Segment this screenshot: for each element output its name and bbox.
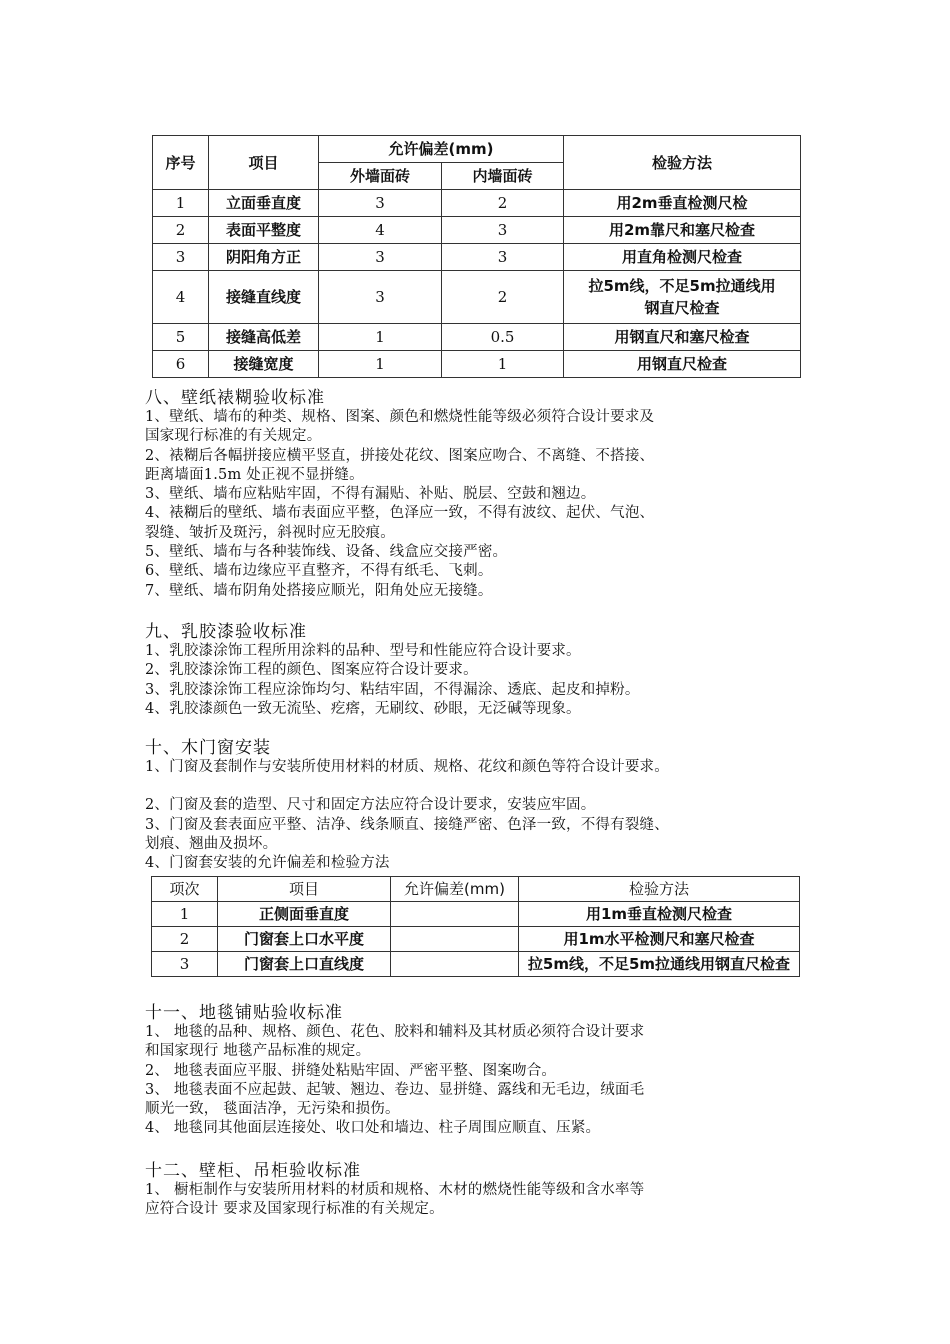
header-tolerance: 允许偏差(mm) (319, 136, 564, 163)
paragraph-line: 1、 地毯的品种、规格、颜色、花色、胶料和辅料及其材质必须符合设计要求 (145, 1024, 645, 1040)
paragraph-line: 1、乳胶漆涂饰工程所用涂料的品种、型号和性能应符合设计要求。 (145, 643, 581, 659)
header-item: 项目 (209, 136, 319, 190)
cell-item: 表面平整度 (209, 217, 319, 244)
table-row (153, 271, 801, 324)
paragraph-line: 1、 橱柜制作与安装所用材料的材质和规格、木材的燃烧性能等级和含水率等 (145, 1182, 645, 1198)
table-row (153, 190, 801, 217)
cell-item: 立面垂直度 (209, 190, 319, 217)
paragraph-line: 4、 地毯同其他面层连接处、收口处和墙边、柱子周围应顺直、压紧。 (145, 1120, 601, 1137)
section-wallpaper (145, 388, 825, 601)
table-row (153, 324, 801, 351)
paragraph-line: 3、乳胶漆涂饰工程应涂饰均匀、粘结牢固，不得漏涂、透底、起皮和掉粉。 (145, 681, 640, 698)
cell-outer: 3 (319, 271, 442, 324)
cell-method: 用1m垂直检测尺检查 (519, 902, 800, 927)
paragraph-line: 3、 地毯表面不应起鼓、起皱、翘边、卷边、显拼缝、露线和无毛边，绒面毛 (145, 1081, 645, 1098)
section-title: 八、壁纸裱糊验收标准 (145, 388, 325, 408)
paragraph-line: 7、壁纸、墙布阴角处搭接应顺光，阳角处应无接缝。 (145, 582, 493, 599)
table-row (152, 952, 800, 977)
paragraph-line: 顺光一致， 毯面洁净，无污染和损伤。 (145, 1101, 400, 1118)
header-method: 检验方法 (564, 136, 801, 190)
table-row (152, 902, 800, 927)
cell-item: 门窗套上口水平度 (218, 927, 391, 952)
table-row (153, 351, 801, 378)
cell-item: 接缝高低差 (209, 324, 319, 351)
section-wood-doors (145, 738, 825, 873)
cell-item: 接缝宽度 (209, 351, 319, 378)
paragraph-line: 3、门窗及套表面应平整、洁净、线条顺直、接缝严密、色泽一致，不得有裂缝、 (145, 816, 669, 833)
cell-no: 1 (152, 902, 218, 927)
cell-no: 1 (153, 190, 209, 217)
cell-tolerance (391, 927, 519, 952)
cell-method: 用钢直尺和塞尺检查 (564, 324, 801, 351)
cell-no: 5 (153, 324, 209, 351)
paragraph-line: 1、门窗及套制作与安装所使用材料的材质、规格、花纹和颜色等符合设计要求。 (145, 759, 669, 775)
cell-outer: 4 (319, 217, 442, 244)
tile-tolerance-table (152, 135, 801, 378)
cell-no: 3 (152, 952, 218, 977)
paragraph-line: 3、壁纸、墙布应粘贴牢固，不得有漏贴、补贴、脱层、空鼓和翘边。 (145, 486, 596, 503)
paragraph-line: 国家现行标准的有关规定。 (145, 428, 322, 445)
cell-method: 用2m靠尺和塞尺检查 (564, 217, 801, 244)
cell-method: 拉5m线，不足5m拉通线用钢直尺检查 (519, 952, 800, 977)
cell-tolerance (391, 902, 519, 927)
paragraph-line: 6、壁纸、墙布边缘应平直整齐，不得有纸毛、飞刺。 (145, 563, 493, 580)
cell-no: 6 (153, 351, 209, 378)
paragraph-line: 2、门窗及套的造型、尺寸和固定方法应符合设计要求，安装应牢固。 (145, 797, 596, 814)
cell-inner: 3 (442, 244, 564, 271)
cell-inner: 2 (442, 271, 564, 324)
paragraph-line: 4、乳胶漆颜色一致无流坠、疙瘩，无刷纹、砂眼，无泛碱等现象。 (145, 700, 581, 717)
paragraph-line: 2、裱糊后各幅拼接应横平竖直，拼接处花纹、图案应吻合、不离缝、不搭接、 (145, 447, 655, 464)
header-inner: 内墙面砖 (442, 163, 564, 190)
spacer (145, 777, 825, 796)
paragraph-line: 距离墙面1.5m 处正视不显拼缝。 (145, 466, 364, 483)
paragraph-line: 2、 地毯表面应平服、拼缝处粘贴牢固、严密平整、图案吻合。 (145, 1062, 557, 1079)
header-no: 项次 (152, 877, 218, 902)
section-carpet (145, 1003, 825, 1139)
header-method: 检验方法 (519, 877, 800, 902)
cell-inner: 0.5 (442, 324, 564, 351)
cell-no: 4 (153, 271, 209, 324)
paragraph-line: 裂缝、皱折及斑污，斜视时应无胶痕。 (145, 524, 395, 541)
paragraph-line: 1、壁纸、墙布的种类、规格、图案、颜色和燃烧性能等级必须符合设计要求及 (145, 409, 655, 425)
cell-inner: 2 (442, 190, 564, 217)
cell-item: 阴阳角方正 (209, 244, 319, 271)
cell-outer: 1 (319, 351, 442, 378)
cell-method: 用1m水平检测尺和塞尺检查 (519, 927, 800, 952)
cell-method-line: 钢直尺检查 (644, 299, 720, 317)
cell-method-line: 拉5m线，不足5m拉通线用 (588, 277, 776, 295)
header-tolerance: 允许偏差(mm) (391, 877, 519, 902)
section-latex-paint (145, 622, 825, 719)
cell-method (564, 271, 801, 324)
paragraph-line: 4、门窗套安装的允许偏差和检验方法 (145, 855, 390, 872)
cell-item: 正侧面垂直度 (218, 902, 391, 927)
paragraph-line: 划痕、翘曲及损坏。 (145, 835, 278, 852)
cell-no: 3 (153, 244, 209, 271)
cell-method: 用2m垂直检测尺检 (564, 190, 801, 217)
header-outer: 外墙面砖 (319, 163, 442, 190)
cell-method: 用钢直尺检查 (564, 351, 801, 378)
section-title: 九、乳胶漆验收标准 (145, 622, 307, 642)
cell-outer: 1 (319, 324, 442, 351)
table-row (152, 927, 800, 952)
paragraph-line: 和国家现行 地毯产品标准的规定。 (145, 1043, 371, 1060)
cell-outer: 3 (319, 244, 442, 271)
header-item: 项目 (218, 877, 391, 902)
door-frame-tolerance-table (151, 876, 800, 977)
paragraph-line: 2、乳胶漆涂饰工程的颜色、图案应符合设计要求。 (145, 662, 478, 679)
cell-no: 2 (152, 927, 218, 952)
cell-item: 接缝直线度 (209, 271, 319, 324)
cell-inner: 3 (442, 217, 564, 244)
cell-no: 2 (153, 217, 209, 244)
header-no: 序号 (153, 136, 209, 190)
cell-tolerance (391, 952, 519, 977)
cell-inner: 1 (442, 351, 564, 378)
section-title: 十、木门窗安装 (145, 738, 271, 758)
cell-outer: 3 (319, 190, 442, 217)
cell-method: 用直角检测尺检查 (564, 244, 801, 271)
section-title: 十一、地毯铺贴验收标准 (145, 1003, 343, 1023)
paragraph-line: 应符合设计 要求及国家现行标准的有关规定。 (145, 1201, 444, 1218)
table-row (153, 244, 801, 271)
section-cabinets (145, 1161, 825, 1220)
section-title: 十二、壁柜、吊柜验收标准 (145, 1161, 361, 1181)
paragraph-line: 5、壁纸、墙布与各种装饰线、设备、线盒应交接严密。 (145, 544, 508, 561)
table-row (153, 217, 801, 244)
paragraph-line: 4、裱糊后的壁纸、墙布表面应平整，色泽应一致，不得有波纹、起伏、气泡、 (145, 505, 655, 522)
cell-item: 门窗套上口直线度 (218, 952, 391, 977)
